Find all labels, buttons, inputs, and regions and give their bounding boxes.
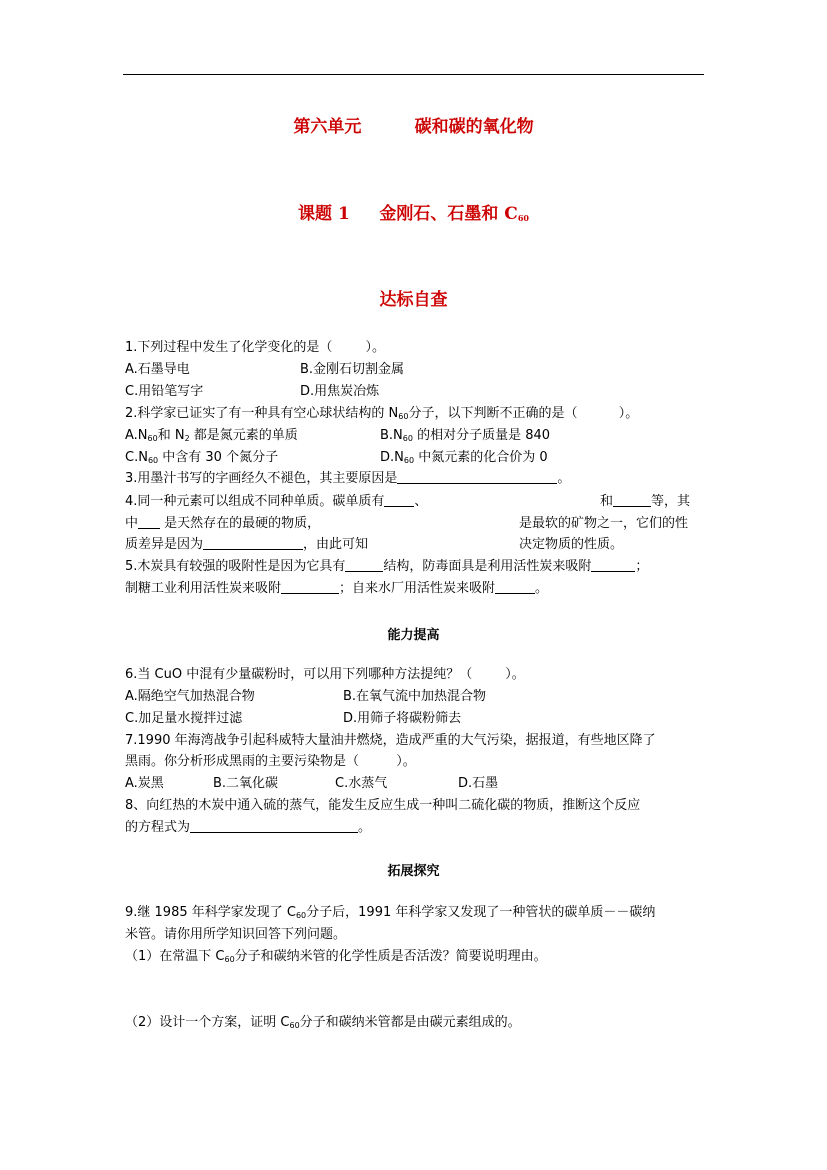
question-1-option-b: B.金刚石切割金属 [300,362,405,377]
question-1-option-c: C.用铅笔写字 [125,384,204,399]
question-7-option-b: B.二氧化碳 [213,776,279,791]
question-7-line-2: 黑雨。你分析形成黑雨的主要污染物是（ ）。 [125,754,416,769]
question-6-option-a: A.隔绝空气加热混合物 [125,689,255,704]
question-7-option-d: D.石墨 [458,776,499,791]
lesson-title: 课题 1 金刚石、石墨和 $C_{60}$ [298,204,529,224]
question-9-part-2: （2）设计一个方案，证明 $C_{60}$分子和碳纳米管都是由碳元素组成的。 [125,1015,521,1030]
question-2-option-d: $D.N_{60}$ 中氮元素的化合价为 0 [380,450,548,465]
question-4-line-3: 质差异是因为 ，由此可知 [125,537,369,552]
question-9-part-1: （1）在常温下 $C_{60}$分子和碳纳米管的化学性质是否活泼？简要说明理由。 [125,949,547,964]
question-1-option-d: D.用焦炭冶炼 [300,384,380,399]
section-title-ability: 能力提高 [387,628,440,643]
question-6-option-c: C.加足量水搅拌过滤 [125,711,243,726]
answer-blank[interactable] [345,558,383,572]
question-4-line-3-end: 决定物质的性质。 [519,537,624,552]
question-4-line-2: 中 是天然存在的最硬的物质， [125,516,321,531]
question-6-stem: 6.当 CuO 中混有少量碳粉时，可以用下列哪种方法提纯？（ ）。 [125,667,525,682]
question-2-option-b: $B.N_{60}$ 的相对分子质量是 840 [380,428,551,443]
answer-blank[interactable] [138,515,160,529]
answer-blank[interactable] [281,580,339,594]
question-4-line-2-end: 是最软的矿物之一，它们的性 [519,516,689,531]
answer-blank[interactable] [613,493,651,507]
answer-blank[interactable] [591,558,635,572]
question-6-option-b: B.在氧气流中加热混合物 [343,689,487,704]
section-title-self-check: 达标自查 [379,290,448,310]
question-5-line-1: 5.木炭具有较强的吸附性是因为它具有 结构，防毒面具是利用活性炭来吸附 ； [125,559,649,574]
question-9-line-1: 9.继 1985 年科学家发现了 $C_{60}$分子后，1991 年科学家又发现了一种管状的碳单质－－碳纳 [125,905,656,920]
question-1-option-a: A.石墨导电 [125,362,190,377]
answer-blank[interactable] [397,470,557,484]
question-9-line-2: 米管。请你用所学知识回答下列问题。 [125,927,347,942]
question-2-option-a: $A.N_{60}$和 $N_2$ 都是氮元素的单质 [125,428,298,443]
question-2-option-c: $C.N_{60}$ 中含有 30 个氮分子 [125,450,279,465]
question-2-stem: 2.科学家已证实了有一种具有空心球状结构的 $N_{60}$分子，以下判断不正确的是（ ）。 [125,406,639,421]
question-3: 3.用墨汁书写的字画经久不褪色，其主要原因是 。 [125,471,571,486]
question-7-option-c: C.水蒸气 [335,776,388,791]
answer-blank[interactable] [495,580,535,594]
section-title-extension: 拓展探究 [387,864,440,879]
answer-blank[interactable] [384,493,414,507]
question-7-line-1: 7.1990 年海湾战争引起科威特大量油井燃烧，造成严重的大气污染，据报道，有些地区降了 [125,733,656,748]
question-4-line-1-end: 和 等，其 [600,494,691,509]
question-5-line-2: 制糖工业利用活性炭来吸附 ；自来水厂用活性炭来吸附 。 [125,581,549,596]
question-4-line-1: 4.同一种元素可以组成不同种单质。碳单质有 、 [125,494,428,509]
answer-blank[interactable] [190,819,358,833]
header-rule [123,74,704,75]
question-8-line-1: 8、向红热的木炭中通入硫的蒸气，能发生反应生成一种叫二硫化碳的物质，推断这个反应 [125,798,641,813]
question-7-option-a: A.炭黑 [125,776,164,791]
answer-blank[interactable] [203,536,303,550]
question-8-line-2: 的方程式为 。 [125,820,372,835]
unit-title: 第六单元 碳和碳的氧化物 [293,117,534,137]
question-6-option-d: D.用筛子将碳粉筛去 [343,711,462,726]
question-1-stem: 1.下列过程中发生了化学变化的是（ ）。 [125,340,385,355]
